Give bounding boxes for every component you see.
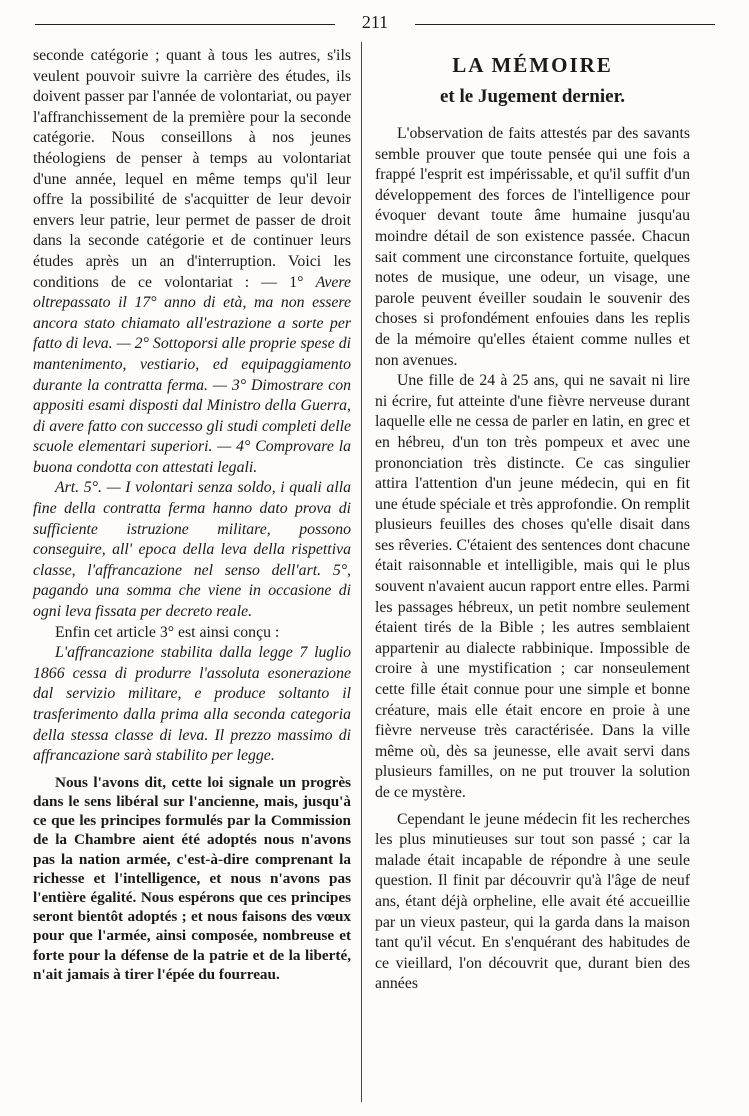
header-rule-right: [415, 24, 715, 25]
column-divider: [361, 42, 362, 1102]
left-paragraph-1: [33, 46, 351, 478]
page-number: 211: [361, 12, 389, 32]
left-paragraph-1-text: seconde catégorie ; quant à tous les autres, s'ils veulent pouvoir suivre la carrière des études, ils doivent passer par l'année de volontariat, ou payer l'affranchissement de la première pour la seconde catégorie. Nous conseillons à nos jeunes théologiens de penser à temps au volontariat d'une année, lequel en même temps qu'il leur offre la possibilité de s'acquitter de leur devoir envers leur patrie, leur permet de passer de droit dans la seconde catégorie et de continuer leurs études après un an d'interruption. Voici les conditions de ce volontariat : — 1°: [33, 47, 351, 291]
article-title: LA MÉMOIRE: [452, 53, 613, 77]
left-paragraph-1-italian: Avere oltrepassato il 17° anno di età, ma non essere ancora stato chiamato all'estrazione a sorte per fatto di leva. — 2° Sottoporsi alle proprie spese di mantenimento, vestiario, ed equipaggiamento durante la contratta ferma. — 3° Dimostrare con appositi esami disposti dal Ministro della Guerra, di avere fatto con successo gli studi completi delle scuole elementari superiori. — 4° Comprovare la buona condotta con attestati legali.: [33, 273, 351, 476]
left-paragraph-4-italian: L'affrancazione stabilita dalla legge 7 luglio 1866 cessa di produrre l'assoluta esonerazione dal servizio militare, e produce soltanto il trasferimento dalla prima alla seconda categoria della stessa classe di leva. Il prezzo massimo di affrancazione sarà stabilito per legge.: [33, 644, 351, 765]
page-header: [35, 10, 715, 36]
left-column: [33, 46, 351, 984]
right-paragraph-1: L'observation de faits attestés par des savants semble prouver que toute pensée qui une fois a frappé l'esprit est impérissable, et qu'il suffit d'un développement des forces de l'intelligence pour évoquer devant toute âme humaine jusqu'au moindre détail de son existence passée. Chacun sait comment une circonstance fortuite, quelques notes de musique, une odeur, un visage, une parole peuvent éveiller soudain le souvenir des choses si profondément enfouies dans les replis de la mémoire qu'elles étaient comme nulles et non avenues.: [375, 125, 690, 369]
right-paragraph-2: Une fille de 24 à 25 ans, qui ne savait ni lire ni écrire, fut atteinte d'une fièvre nerveuse durant laquelle elle ne cessa de parler en latin, en grec et en hébreu, d'un ton très pompeux et avec une prononciation très distincte. Ce cas singulier attira l'attention d'un jeune médecin, qui en fit une étude spéciale et très approfondie. On remplit plusieurs feuilles des choses qu'elle disait dans ses rêveries. C'étaient des sentences dont chacune était raisonnable et intelligible, mais qui le plus souvent n'avaient aucun rapport entre elles. Parmi les passages hébreux, un petit nombre seulement étaient tirés de la Bible ; les autres semblaient appartenir au dialecte rabbinique. Impossible de croire à une mystification ; car nonseulement cette fille était connue pour une simple et bonne créature, mais elle était encore en proie à une fièvre nerveuse très caractérisée. Dans la ville même où, dès sa jeunesse, elle avait servi dans plusieurs familles, on ne put trouver la solution de ce mystère.: [375, 372, 690, 801]
left-paragraph-3: Enfin cet article 3° est ainsi conçu :: [55, 623, 280, 641]
left-paragraph-5: Nous l'avons dit, cette loi signale un progrès dans le sens libéral sur l'ancienne, mais, jusqu'à ce que les principes formulés par la Commission de la Chambre aient été adoptés nous n'avons pas la nation armée, c'est-à-dire comprenant la richesse et l'intelligence, et nous n'avons pas l'entière égalité. Nous espérons que ces principes seront bientôt adoptés ; et nous faisons des vœux pour que l'armée, ainsi composée, nombreuse et forte pour la défense de la patrie et de la liberté, n'ait jamais à tirer l'épée du fourreau.: [33, 773, 351, 983]
article-subtitle: et le Jugement dernier.: [439, 86, 626, 107]
right-column: [375, 46, 690, 995]
header-rule-left: [35, 24, 335, 25]
right-paragraph-3: Cependant le jeune médecin fit les recherches les plus minutieuses sur tout son passé ; car la malade était incapable de répondre à une seule question. Il finit par découvrir qu'à l'âge de neuf ans, étant déjà orpheline, elle avait été accueillie par un vieux pasteur, qui la garda dans la maison tant qu'il vécut. En s'enquérant des habitudes de ce vieillard, l'on découvrit que, durant bien des années: [375, 810, 690, 993]
left-paragraph-2-italian: Art. 5°. — I volontari senza soldo, i quali alla fine della contratta ferma hanno dato prova di sufficiente istruzione militare, possono conseguire, all' epoca della leva della rispettiva classe, l'affrancazione nel senso dell'art. 5°, pagando una somma che viene in occasione di ogni leva fissata per decreto reale.: [33, 479, 351, 621]
